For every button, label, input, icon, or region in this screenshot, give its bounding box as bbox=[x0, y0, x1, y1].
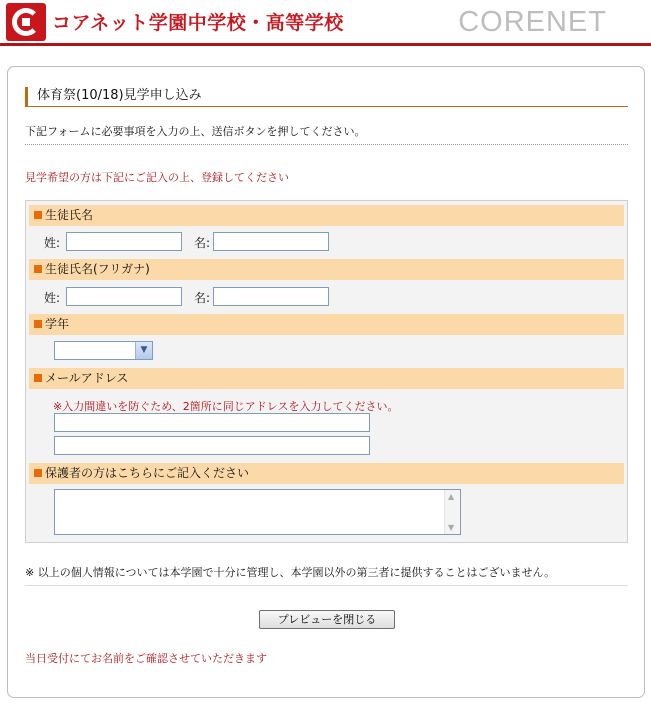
email-warning: ※入力間違いを防ぐため、2箇所に同じアドレスを入力してください。 bbox=[53, 400, 399, 413]
guardian-section-heading: 保護者の方はこちらにご記入ください bbox=[29, 463, 624, 484]
email-section-heading: メールアドレス bbox=[29, 368, 624, 389]
registration-note: 見学希望の方は下記にご記入の上、登録してください bbox=[25, 171, 289, 184]
reception-note: 当日受付にてお名前をご確認させていただきます bbox=[25, 652, 267, 665]
scroll-down-icon[interactable]: ▼ bbox=[448, 523, 455, 532]
email-input[interactable] bbox=[54, 413, 370, 432]
grade-section-heading: 学年 bbox=[29, 314, 624, 335]
school-logo-icon bbox=[6, 3, 46, 41]
section-marker-icon bbox=[34, 320, 42, 328]
section-marker-icon bbox=[34, 265, 42, 273]
close-preview-button[interactable]: プレビューを閉じる bbox=[259, 610, 395, 629]
form-instructions: 下記フォームに必要事項を入力の上、送信ボタンを押してください。 bbox=[25, 123, 628, 145]
email-confirm-input[interactable] bbox=[54, 436, 370, 455]
student-kana-section-heading: 生徒氏名(フリガナ) bbox=[29, 259, 624, 280]
section-marker-icon bbox=[34, 469, 42, 477]
page-title: 体育祭(10/18)見学申し込み bbox=[25, 87, 628, 107]
application-panel bbox=[7, 66, 645, 698]
school-name: コアネット学園中学校・高等学校 bbox=[52, 12, 344, 34]
student-first-name-input[interactable] bbox=[213, 232, 329, 251]
student-name-section-heading: 生徒氏名 bbox=[29, 205, 624, 226]
site-header bbox=[0, 0, 651, 48]
student-last-name-label: 姓: bbox=[44, 236, 61, 250]
grade-select[interactable] bbox=[54, 341, 153, 360]
student-kana-first-name-input[interactable] bbox=[213, 287, 329, 306]
visit-form bbox=[25, 200, 628, 543]
scroll-up-icon[interactable]: ▲ bbox=[448, 492, 455, 501]
header-divider bbox=[0, 43, 651, 46]
corenet-brand: CORENET bbox=[458, 6, 607, 38]
student-kana-first-name-label: 名: bbox=[194, 291, 211, 305]
student-last-name-input[interactable] bbox=[66, 232, 182, 251]
textarea-scrollbar[interactable] bbox=[444, 490, 460, 534]
student-kana-last-name-input[interactable] bbox=[66, 287, 182, 306]
student-kana-last-name-label: 姓: bbox=[44, 291, 61, 305]
privacy-notice: ※ 以上の個人情報については本学園で十分に管理し、本学園以外の第三者に提供することはございません。 bbox=[25, 564, 628, 586]
student-first-name-label: 名: bbox=[194, 236, 211, 250]
chevron-down-icon[interactable]: ▼ bbox=[135, 342, 152, 359]
guardian-textarea[interactable] bbox=[54, 489, 461, 535]
section-marker-icon bbox=[34, 374, 42, 382]
section-marker-icon bbox=[34, 211, 42, 219]
